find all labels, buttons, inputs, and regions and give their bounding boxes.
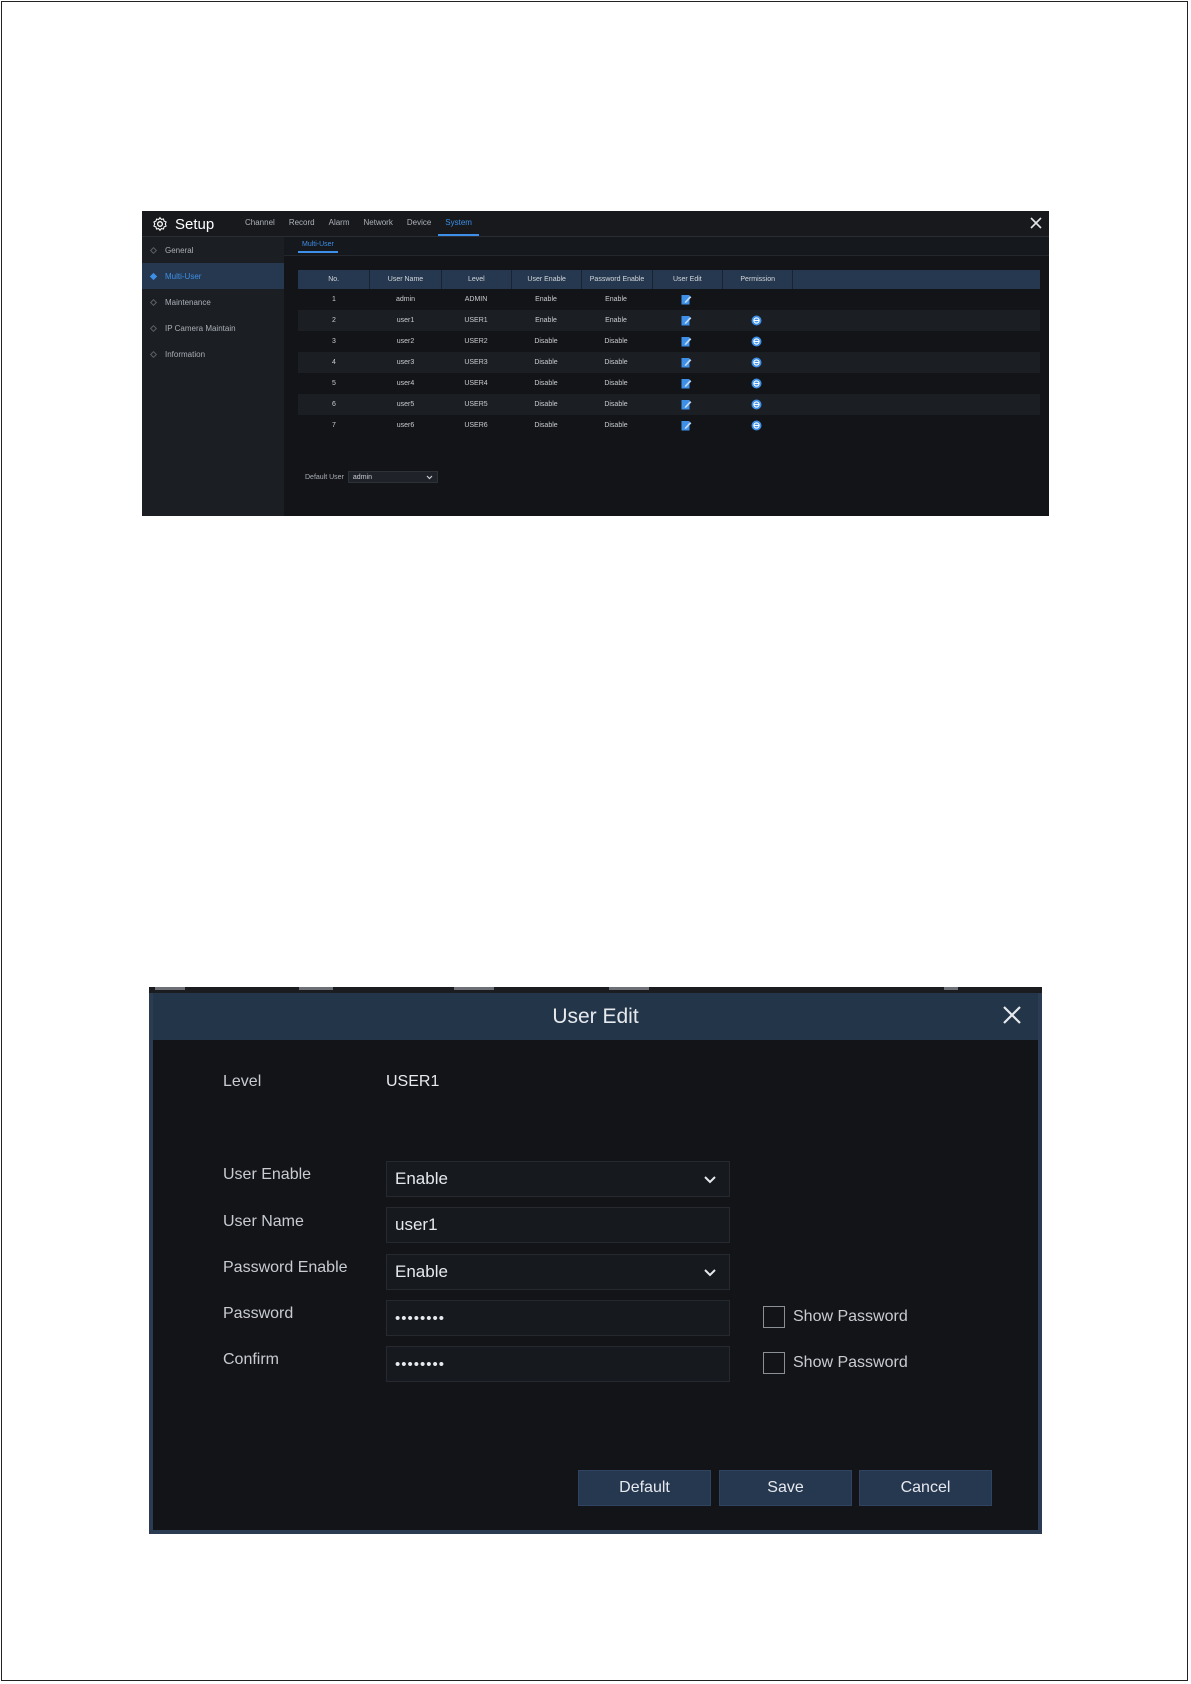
confirm-label: Confirm [223, 1351, 280, 1368]
cell-password-enable: Disable [604, 359, 628, 366]
edit-icon[interactable] [681, 336, 692, 347]
tab-multi-user[interactable]: Multi-User [298, 239, 338, 253]
table-row [298, 373, 1040, 394]
table-row [298, 310, 1040, 331]
cell-filler [791, 289, 1040, 310]
permission-icon[interactable] [751, 357, 762, 368]
show-password-checkbox[interactable] [763, 1306, 785, 1328]
tab-network[interactable]: Network [363, 218, 393, 227]
cell-user-edit [651, 415, 721, 436]
user-name-value: user1 [395, 1215, 438, 1234]
user-name-label: User Name [223, 1213, 304, 1230]
cell-permission [721, 310, 791, 331]
cell-no: 3 [332, 338, 336, 345]
password-enable-label: Password Enable [223, 1259, 348, 1276]
cell-user-enable: Enable [535, 296, 557, 303]
cell-filler [791, 394, 1040, 415]
chevron-down-icon [703, 1266, 717, 1280]
default-user-value: admin [352, 473, 372, 481]
user-enable-value: Enable [395, 1169, 448, 1188]
cell-no: 7 [332, 422, 336, 429]
cell-user-enable: Disable [534, 359, 558, 366]
cancel-button[interactable]: Cancel [859, 1470, 992, 1506]
cell-level: USER2 [464, 338, 488, 345]
setup-window [142, 211, 1049, 516]
cell-filler [791, 352, 1040, 373]
cell-user-enable: Disable [534, 338, 558, 345]
cell-permission [721, 289, 791, 310]
table-body [298, 289, 1040, 436]
sidebar-item-ip-camera-maintain[interactable] [142, 315, 284, 341]
cell-password-enable: Disable [604, 380, 628, 387]
cell-password-enable: Enable [605, 296, 627, 303]
cell-level: ADMIN [464, 296, 488, 303]
edit-icon[interactable] [681, 315, 692, 326]
cell-user-name: user4 [396, 380, 415, 387]
sidebar-item-label: Information [165, 349, 206, 359]
edit-icon[interactable] [681, 420, 692, 431]
user-edit-dialog [149, 987, 1042, 1534]
cell-user-enable: Enable [535, 317, 557, 324]
cell-filler [791, 310, 1040, 331]
table-row [298, 394, 1040, 415]
confirm-password-field[interactable] [386, 1346, 730, 1382]
cell-user-edit [651, 352, 721, 373]
setup-title-text: Setup [175, 215, 215, 233]
table-row [298, 331, 1040, 352]
bullet-icon [150, 324, 157, 331]
close-icon[interactable] [1001, 1004, 1023, 1026]
show-password-label: Show Password [793, 1308, 908, 1325]
bullet-icon [150, 246, 157, 253]
top-tabs [238, 211, 479, 236]
tab-alarm[interactable]: Alarm [328, 218, 350, 227]
sidebar-item-information[interactable] [142, 341, 284, 367]
cell-password-enable: Disable [604, 338, 628, 345]
cell-no: 1 [332, 296, 336, 303]
cell-level: USER1 [464, 317, 488, 324]
gear-icon [152, 216, 168, 232]
sidebar-item-label: General [165, 245, 194, 255]
cell-password-enable: Disable [604, 401, 628, 408]
column-header: User Edit [653, 270, 723, 289]
dialog-header [153, 993, 1038, 1040]
default-button[interactable]: Default [578, 1470, 711, 1506]
permission-icon[interactable] [751, 315, 762, 326]
tab-channel[interactable]: Channel [245, 218, 275, 227]
save-button[interactable]: Save [719, 1470, 852, 1506]
cell-level: USER3 [464, 359, 488, 366]
cell-permission [721, 415, 791, 436]
edit-icon[interactable] [681, 399, 692, 410]
setup-top-bar [142, 211, 1049, 237]
subtab-bar [284, 237, 1049, 256]
sidebar-item-label: IP Camera Maintain [165, 323, 236, 333]
cell-filler [791, 415, 1040, 436]
default-user [305, 471, 438, 483]
sidebar-item-label: Multi-User [165, 271, 202, 281]
cell-permission [721, 352, 791, 373]
show-password-checkbox[interactable] [763, 1352, 785, 1374]
bullet-icon [150, 272, 157, 279]
bullet-icon [150, 350, 157, 357]
column-header: User Name [370, 270, 441, 289]
user-name-field[interactable] [386, 1207, 730, 1243]
cell-level: USER4 [464, 380, 488, 387]
edit-icon[interactable] [681, 294, 692, 305]
permission-icon[interactable] [751, 336, 762, 347]
cell-permission [721, 373, 791, 394]
close-icon[interactable] [1029, 216, 1043, 230]
sidebar-item-label: Maintenance [165, 297, 211, 307]
cell-user-edit [651, 289, 721, 310]
cell-user-enable: Disable [534, 380, 558, 387]
cell-level: USER6 [464, 422, 488, 429]
chevron-down-icon [703, 1173, 717, 1187]
password-label: Password [223, 1305, 294, 1322]
column-header: Level [442, 270, 512, 289]
default-user-label: Default User [305, 473, 344, 481]
column-header: User Enable [512, 270, 582, 289]
cell-filler [791, 373, 1040, 394]
cell-user-edit [651, 310, 721, 331]
show-confirm-password-toggle[interactable] [763, 1352, 908, 1374]
table-header [298, 270, 1040, 289]
cell-user-name: user2 [396, 338, 415, 345]
setup-title [152, 214, 214, 234]
cell-user-name: user5 [396, 401, 415, 408]
user-enable-select[interactable] [386, 1161, 730, 1197]
tab-system[interactable]: System [438, 211, 479, 236]
cell-no: 2 [332, 317, 336, 324]
column-header: No. [298, 270, 370, 289]
cell-password-enable: Enable [605, 317, 627, 324]
cell-password-enable: Disable [604, 422, 628, 429]
dialog-title: User Edit [552, 1005, 639, 1028]
tab-device[interactable]: Device [406, 218, 432, 227]
column-header-filler [793, 270, 1040, 289]
cell-permission [721, 331, 791, 352]
dialog-body [153, 1040, 1038, 1530]
confirm-value: •••••••• [395, 1355, 446, 1373]
level-value: USER1 [386, 1073, 440, 1090]
cell-user-enable: Disable [534, 401, 558, 408]
cell-user-edit [651, 394, 721, 415]
sidebar-item-maintenance[interactable] [142, 289, 284, 315]
table-row [298, 352, 1040, 373]
cell-permission [721, 394, 791, 415]
user-table [298, 270, 1040, 436]
show-password-toggle[interactable] [763, 1306, 908, 1328]
show-password-label: Show Password [793, 1354, 908, 1371]
edit-icon[interactable] [681, 357, 692, 368]
cell-user-name: user6 [396, 422, 415, 429]
password-enable-value: Enable [395, 1262, 448, 1281]
cell-user-name: user3 [396, 359, 415, 366]
tab-record[interactable]: Record [288, 218, 315, 227]
default-user-select[interactable] [348, 471, 438, 483]
level-label: Level [223, 1073, 262, 1090]
password-value: •••••••• [395, 1309, 446, 1327]
permission-icon[interactable] [751, 378, 762, 389]
edit-icon[interactable] [681, 378, 692, 389]
cell-no: 4 [332, 359, 336, 366]
column-header: Permission [723, 270, 793, 289]
column-header: Password Enable [582, 270, 652, 289]
cell-user-name: admin [395, 296, 416, 303]
cell-no: 5 [332, 380, 336, 387]
bullet-icon [150, 298, 157, 305]
cell-user-edit [651, 331, 721, 352]
sidebar [142, 237, 284, 516]
chevron-down-icon [426, 475, 433, 480]
sidebar-item-general[interactable] [142, 237, 284, 263]
permission-icon[interactable] [751, 420, 762, 431]
cell-user-edit [651, 373, 721, 394]
permission-icon[interactable] [751, 399, 762, 410]
password-field[interactable] [386, 1300, 730, 1336]
sidebar-item-multi-user[interactable] [142, 263, 284, 289]
table-row [298, 415, 1040, 436]
password-enable-select[interactable] [386, 1254, 730, 1290]
cell-user-enable: Disable [534, 422, 558, 429]
cell-level: USER5 [464, 401, 488, 408]
table-row [298, 289, 1040, 310]
cell-no: 6 [332, 401, 336, 408]
user-enable-label: User Enable [223, 1166, 312, 1183]
cell-user-name: user1 [396, 317, 415, 324]
cell-filler [791, 331, 1040, 352]
